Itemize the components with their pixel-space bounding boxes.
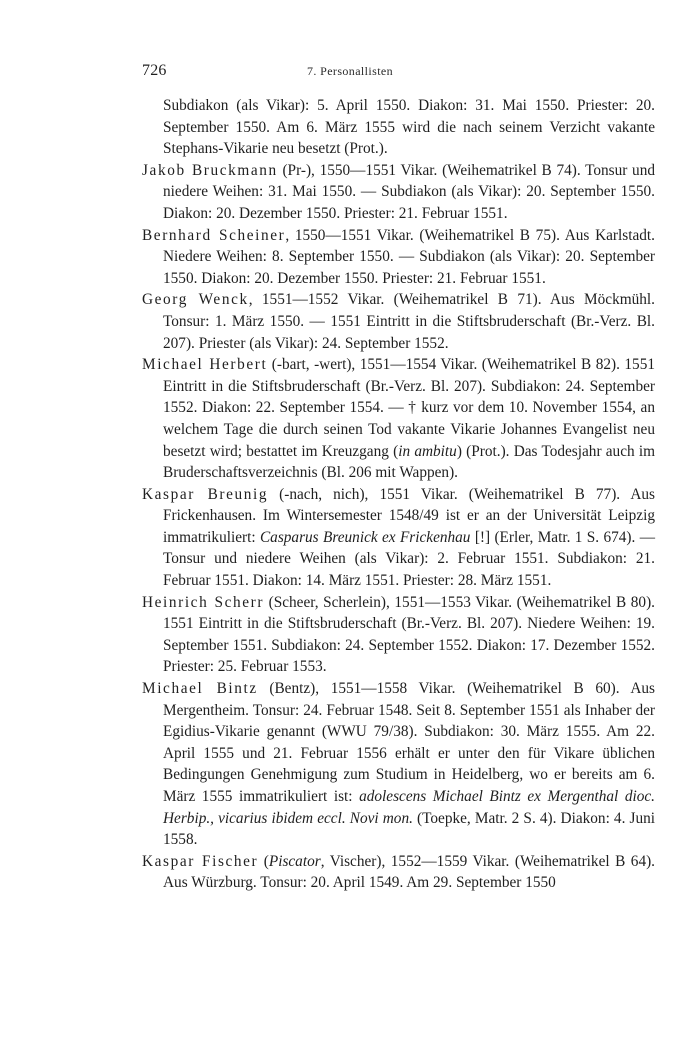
entry-heinrich-scherr <box>142 592 655 678</box>
entry-text: ) (Prot.). Das Todesjahr auch im Bruderschaftsverzeichnis (Bl. 206 mit Wappen). <box>163 442 656 482</box>
person-name: Kaspar Fischer <box>142 852 259 870</box>
person-name: Jakob Bruckmann <box>142 161 278 179</box>
entry-text: (-bart, -wert), 1551—1554 Vikar. (Weihematrikel B 82). 1551 Eintritt in die Stiftsbruderschaft (Br.-Verz. Bl. 207). Subdiakon: 24. September 1552. Diakon: 22. September 1554. — † kurz vor dem 10. November 1554, an welchem Tage die durch seinen Tod vakante Vikarie Johannes Evangelist neu besetzt wird; bestattet im Kreuzgang ( <box>163 356 655 460</box>
entry-text: (Toepke, Matr. 2 S. 4). Diakon: 4. Juni 1558. <box>163 809 656 849</box>
entry-text: , Vischer), 1552—1559 Vikar. (Weihematrikel B 64). Aus Würzburg. Tonsur: 20. April 1549. Am 29. September 1550 <box>163 852 656 892</box>
entry-text: , 1551—1552 Vikar. (Weihematrikel B 71). Aus Möckmühl. Tonsur: 1. März 1550. — 1551 Eintritt in die Stiftsbruderschaft (Br.-Verz. Bl. 207). Priester (als Vikar): 24. September 1552. <box>163 291 656 352</box>
entry-kaspar-fischer <box>142 851 655 894</box>
latin-quote: in ambitu <box>398 442 457 460</box>
person-name: Michael Bintz <box>142 680 258 698</box>
person-name: Heinrich Scherr <box>142 593 265 611</box>
latin-name: Piscator <box>268 852 321 870</box>
entry-text: (Pr-), 1550—1551 Vikar. (Weihematrikel B 74). Tonsur und niedere Weihen: 31. Mai 1550. — Subdiakon (als Vikar): 20. September 1550. Diakon: 20. Dezember 1550. Priester: 21. Februar 1551. <box>163 161 655 222</box>
person-name: Georg Wenck <box>142 291 249 309</box>
entry-text: (Bentz), 1551—1558 Vikar. (Weihematrikel B 60). Aus Mergentheim. Tonsur: 24. Februar 1548. Seit 8. September 1551 als Inhaber der Egidius-Vikarie genannt (WWU 79/38). Subdiakon: 30. März 1555. Am 22. April 1555 und 21. Februar 1556 erhält er unter den für Vikare üblichen Bedingungen Genehmigung zum Studium in Heidelberg, wo er bereits am 6. März 1555 immatrikuliert ist: <box>163 680 655 805</box>
person-name: Kaspar Breunig <box>142 485 269 503</box>
running-head: 7. Personallisten <box>306 64 394 78</box>
person-name: Michael Herbert <box>142 356 268 374</box>
entry-michael-herbert <box>142 354 655 484</box>
entry-text: Subdiakon (als Vikar): 5. April 1550. Diakon: 31. Mai 1550. Priester: 20. September 1550. Am 6. März 1555 wird die nach seinem Verzicht vakante Stephans-Vikarie neu besetzt (Prot.). <box>163 97 655 158</box>
entry-kaspar-breunig <box>142 484 655 592</box>
entry-georg-wenck <box>142 289 655 354</box>
entry-text: (-nach, nich), 1551 Vikar. (Weihematrikel B 77). Aus Frickenhausen. Im Wintersemester 1548/49 ist er an der Universität Leipzig immatrikuliert: <box>163 485 655 546</box>
entry-michael-bintz <box>142 678 655 851</box>
entry-text: [!] (Erler, Matr. 1 S. 674). — Tonsur und niedere Weihen (als Vikar): 2. Februar 1551. Subdiakon: 21. Februar 1551. Diakon: 14. März 1551. Priester: 28. März 1551. <box>163 528 655 590</box>
entry-text: (Scheer, Scherlein), 1551—1553 Vikar. (Weihematrikel B 80). 1551 Eintritt in die Stiftsbruderschaft (Br.-Verz. Bl. 207). Niedere Weihen: 19. September 1551. Subdiakon: 24. September 1552. Diakon: 17. Dezember 1552. Priester: 25. Februar 1553. <box>163 593 655 676</box>
entry-text: , 1550—1551 Vikar. (Weihematrikel B 75). Aus Karlstadt. Niedere Weihen: 8. September 1550. — Subdiakon (als Vikar): 20. September 1550. Diakon: 20. Dezember 1550. Priester: 21. Februar 1551. <box>163 226 655 287</box>
entry-text: ( <box>258 852 269 870</box>
entry-continuation <box>142 95 655 160</box>
page-number: 726 <box>142 62 167 79</box>
entry-bernhard-scheiner <box>142 225 655 290</box>
entry-jakob-bruckmann <box>142 160 655 225</box>
latin-quote: adolescens Michael Bintz ex Mergenthal dioc. Herbip., vicarius ibidem eccl. Novi mon. <box>163 788 656 827</box>
latin-quote: Casparus Breunick ex Frickenhau <box>259 528 471 546</box>
person-name: Bernhard Scheiner <box>142 226 286 244</box>
entry-list <box>142 95 655 894</box>
